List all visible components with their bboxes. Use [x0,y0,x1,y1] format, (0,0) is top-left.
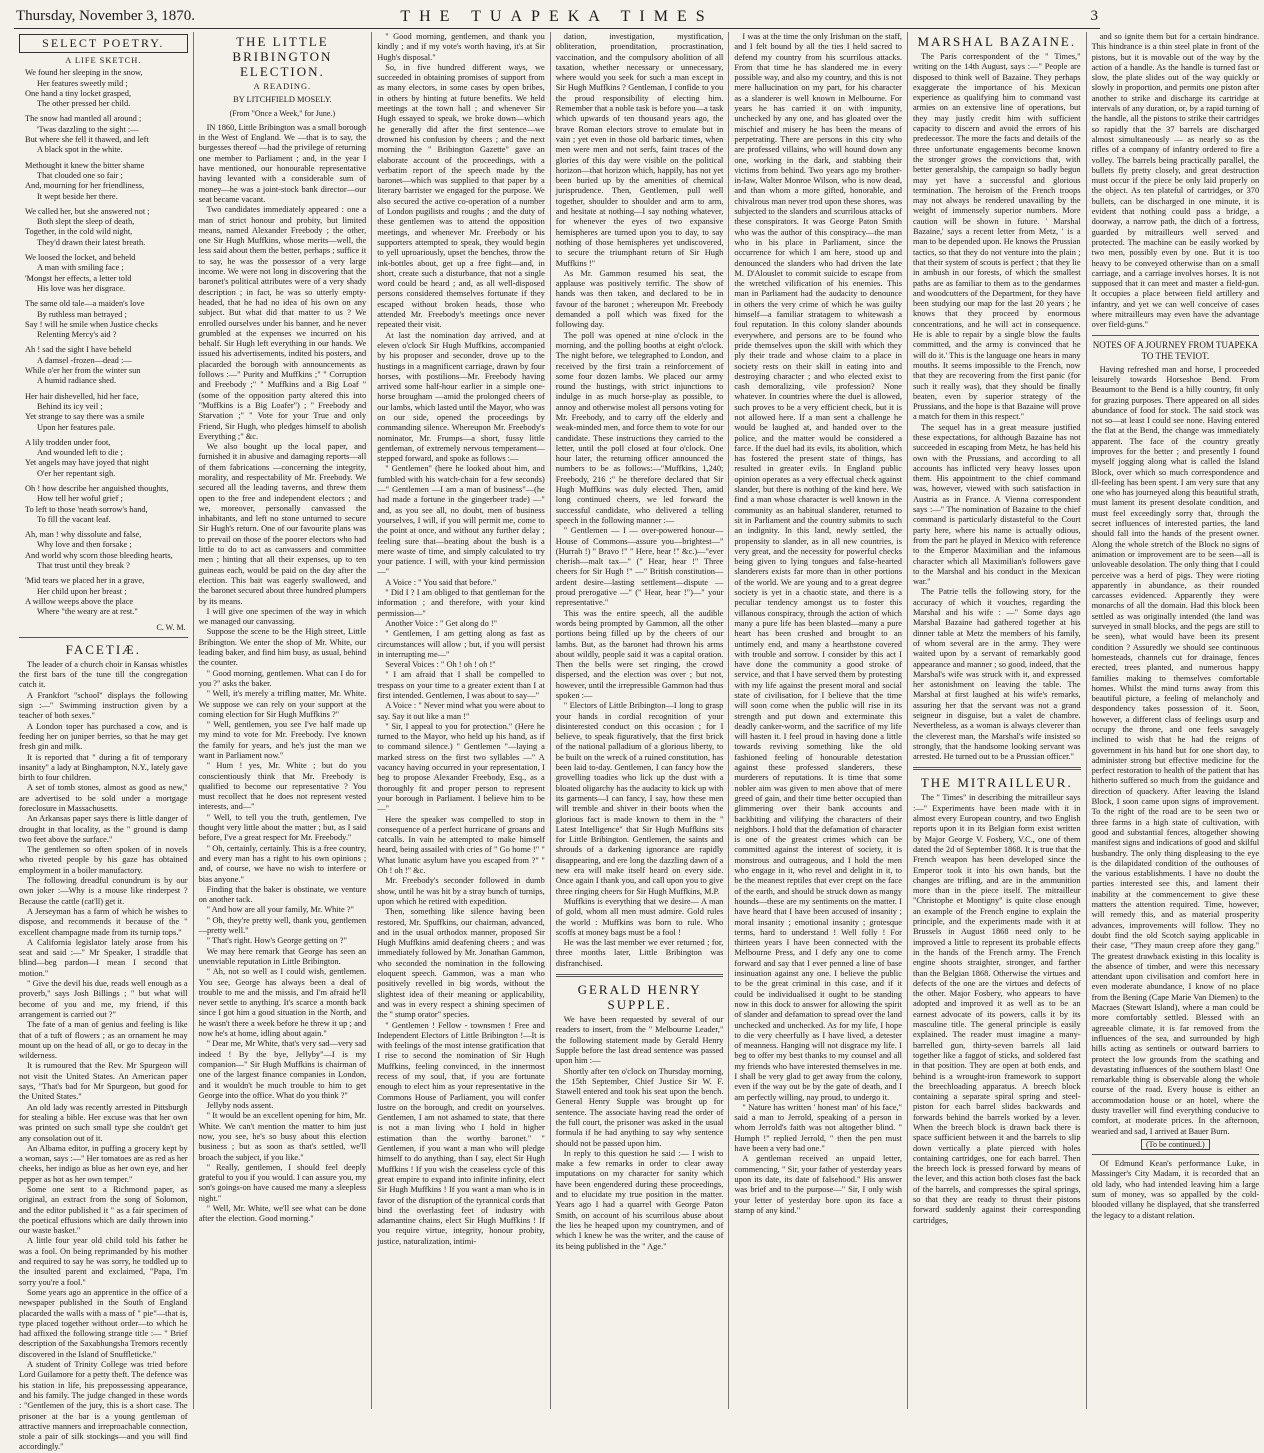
poem-line: While o'er her from the winter sun [25,366,141,376]
byline: BY LITCHFIELD MOSELY. [233,95,332,105]
column-2 [193,32,372,1409]
paragraph: A California legislator lately arose from his seat and said :—" Mr Speaker, I straddle that blind—beg pardon—I mean I second that motion." [19,937,188,978]
paragraph: " Dear me, Mr White, that's very sad—very sad indeed ! By the bye, Jellyby"—I is my companion—" Sir Hugh Muffkins is chairman of one of the largest finance companies in London, and it wouldn't be much trouble to him to get George into the office. What do you think ?" [198,1039,367,1100]
paragraph: It is rumoured that the Rev. Mr Spurgeon will not visit the United States. An American paper says, "That's bad for Mr Spurgeon, but good for the United States." [19,1061,188,1102]
paragraph: Then, something like silence having been restored, Mr. Spuffkins, our chairman, advanced, and in the usual orthodox manner, proposed Sir Hugh Muffkins amid deafening cheers ; and was immediately followed by Mr. Jonathan Gammon, who seconded the nomination in the following eloquent speech. Gammon, was a man who positively revelled in big words, without the slightest idea of their meaning or applicability, and was in every respect a shining specimen of the " stump orator" species. [377,907,545,1020]
paragraph: An Albama editor, in puffing a grocery kept by a woman, says :—" Her tomatoes are as red as her cheeks, her indigo as blue as her own eye, and her pepper as hot as her own temper." [19,1143,188,1184]
paragraph: The sequel has in a great measure justified these expectations, for although Bazaine has not succeeded in escaping from Metz, he has held his own with the Prussians, and according to all accounts has inflicted very heavy losses upon them. His appointment to the chief command was, however, viewed with such satisfaction in Austria as in France. A Vienna correspondent says :—" The nomination of Bazaine to the chief command is particularly distasteful to the Court party here, where his name is actually odious, from the part he played in Mexico with reference to the Emperor Maximilian and the infamous character which all Maximilian's followers gave to the Marshal and his conduct in the Mexican war." [912,422,1081,587]
paragraph: " Well, Mr. White, we'll see what can be done after the election. Good morning." [198,1204,367,1224]
paragraph: Another Voice : " Get along do !" [385,618,498,628]
poem-line: A man with smiling face ; [37,263,124,273]
paragraph: " Nature has written ' honest man' of his face," said a man to Jerrold, speaking of a person in whom Jerrold's faith was not altogether blind. " Humph !" replied Jerrold, " then the pen must have been a very bad one." [734,1102,902,1154]
poem-line: Methought it knew the bitter shame [25,160,145,170]
poem-stanza [19,299,188,340]
paragraph: He was the last member we ever returned ; for, three months later, Little Bribington was disfranchised. [555,938,724,968]
paragraph: " Ah, not so well as I could wish, gentlemen. You see, George has always been a deal of trouble to me and the missis, and I'm afraid he'll never settle to anything. It's scarce a month back since I got him a good situation in the North, and he wasn't there a week before he threw it up ; and now he's at home, idling about again." [198,967,367,1039]
newspaper-title: THE TUAPEKA TIMES [400,8,714,25]
bazaine-paragraphs [913,52,1081,762]
poem-line: Both slept the sleep of death, [37,217,135,227]
paragraph: " Gentlemen, I am getting along as fast as circumstances will allow ; but, if you will persist in interrupting me—" [377,629,545,659]
poem-line: Upon her features pale. [37,422,116,432]
poem-line: And world why scorn those bleeding hearts, [25,550,173,560]
poem-line: 'Mid tears we placed her in a grave, [25,576,145,586]
paragraph: As Mr. Gammon resumed his seat, the applause was positively terrific. The show of hands was then taken, and declared to be in favour of the baronet ; whereupon Mr. Freebody demanded a poll which was fixed for the following day. [555,268,724,330]
paragraph: Suppose the scene to be the High street, Little Bribington. We enter the shop of Mr. White, our leading baker, and find him busy, as usual, behind the counter. [198,627,367,668]
page-number: 3 [1090,8,1098,24]
paragraph: Several Voices : " Oh ! oh ! oh !" [385,660,496,670]
poem-line: A damsel -frozen—dead :— [37,355,132,365]
paragraph: In reply to this question he said :— I wish to make a few remarks in order to clear away imputations on my character for sanity which have been engendered during these proceedings, and to elucidate my true position in the matter. Years ago I had a quarrel with George Paton Smith, on account of his scurrilous abuse about the lies he heaped upon my countrymen, and of which I knew he was the writer, and the cause of its being published in the " Age." [555,1148,724,1251]
divider [1092,1154,1260,1155]
poem-line: His love was her disgrace. [37,283,126,293]
paragraph: Here the speaker was compelled to stop in consequence of a perfect hurricane of groans and catcalls. In vain he attempted to make himself heard, being assailed with cries of " Go home !" " What lunatic asylum have you escaped from ?" " Oh ! oh !" &c. [377,814,545,876]
poem-line: Together, in the cold wild night, [25,227,133,237]
poem-line: Relenting Mercy's aid ? [37,330,117,340]
paragraph: Some one sent to a Richmond paper, as original, an extract from the song of Solomon, and the editor published it " as a fair specimen of the poetical effusions which are daily thrown into our waste basket." [19,1184,188,1236]
source-note: (From "Once a Week," for June.) [229,108,336,118]
poem-title: A LIFE SKETCH. [65,56,142,65]
paragraph: " Did I ? I am obliged to that gentleman for the information ; and therefore, with your kind permission—" [377,588,545,618]
paragraph: " Electors of Little Bribington—I long to grasp your hands in cordial recognition of your disinterested conduct on this occasion ; for I believe, to speak figuratively, that the first brick of the national palladium of a glorious liberty, to be built on the wreck of a ruined constitution, has been laid to-day. Gentlemen, I can fancy how the grovelling toadies who lick up the dust with a bloated oligarchy has the audacity to kick up with its garments—I can fancy, I say, how these men will tremble and shiver in their boots when the glorious fact is made known to them in the " Latest Intelligence" that Sir Hugh Muffkins sits for Little Bribington. Gentlemen, the saints and shrouds of a darkening ignorance are rapidly disappearing, and ere long the dazzling dawn of a new era will make itself heard on every side. Once again I thank you, and call upon you to give three ringing cheers for Sir Hugh Muffkins, M.P. [555,701,724,896]
poem-line: Where "the weary are at rest." [37,607,138,617]
poem-line: Yet angels may have joyed that night [25,458,149,468]
poem-line: A lily trodden under foot, [25,437,111,447]
paragraph: " Well, to tell you the truth, gentlemen, I've thought very little about the matter ; but, as I said before, I've a great respect for Mr. Freebody." [198,812,367,843]
paragraph: " Well, gentlemen, you see I've half made up my mind to vote for Mr. Freebody. I've known the family for years, and he's just the man we want in Parliament now." [198,720,367,760]
section-title-journey: NOTES OF A JOURNEY FROM TUAPEKA TO THE TEVIOT. [1092,339,1258,361]
poem-stanza [19,345,188,386]
poem-signature: C. W. M. [156,622,186,632]
poem-stanza [19,207,188,248]
paragraph: So, in five hundred different ways, we succeeded in obtaining promises of support from as many electors, in some cases by open bribes, in others by hinting at future benefits. We held meetings at the town hall ; and whenever Sir Hugh essayed to speak, we broke down—which he generally did after the first sentence—we drowned his confusion by cheers ; and the next morning the " Bribington Gazette" gave an elaborate account of the proceedings, with a verbatim report of the speech made by the baronet—which was supplied to that paper by a literary barrister we engaged for the purpose. We also secured the active co-operation of a number of London pugilists and roughs ; and the duty of these gentlemen was to attend the opposition meetings, and whenever Mr. Freebody or his supporters attempted to speak, they would begin to yell uproariously, upset the benches, throw the ink-bottles about, get up a free fight—and, in short, create such a disturbance, that not a single word could be heard ; and, as all well-disposed persons considered themselves fortunate if they escaped without broken heads, those who attended Mr. Freebody's meetings once never repeated their visit. [377,62,545,330]
poem-line: 'Twas dazzling to the sight :— [37,124,139,134]
paragraph: The poll was opened at nine o'clock in the morning, and the polling booths at eight o'clock. The night before, we telegraphed to London, and received by the first train a reinforcement of some four dozen lambs. We placed our army round the hustings, with strict injunctions to indulge in as much horse-play as possible, to annoy and otherwise molest all persons voting for Mr. Freebody, and to carry off the elderly and weak-minded men, and force them to vote for our candidate. These instructions they carried to the letter, until the poll closed at four o'clock. One hour later, the returning officer announced the numbers to be as follows:—"Muffkins, 1,240; Freebody, 216 ;" he therefore declared that Sir Hugh Muffkins was duly elected. Then, amid long continued cheers, we led forward the successful candidate, who delivered a telling speech in the following manner :— [555,330,724,525]
poem-line: The snow had mantled all around ; [25,114,142,124]
paragraph: dation, investigation, mystification, obliteration, proenditation, procrastination, vaccination, and the compulsory abolition of all taxation, whether necessary or unnecessary, where would you seek for such a man except in Sir Hugh Muffkins ? Gentleman, I confide to you the proud responsibility of electing him. Remember that a noble task is before you—a task which upwards of ten thousand years ago, the brave Roman electors strove to emulate but in vain ; yet even in those old barbaric times, when men were men and not serfs, faint traces of the glories of this day were visible on the political horizon—that horizon which, happily, has not yet been buried up by the amenities of chemical jurisprudence. Then, Gentlemen, pull well together, shoulder to shoulder and arm to arm, and hesitate at nothing—I say nothing whatever, for whenever the eyes of two expansive hemispheres are turned upon you to day, to say nothing of those hemispheres yet undiscovered, to secure the triumphant return of Sir Hugh Muffkins !" [555,32,724,268]
poem-line: We loosed the locket, and beheld [25,253,136,263]
poem-line: A humid radiance shed. [37,376,117,386]
paragraph: The Paris correspondent of the " Times," writing on the 14th August, says :—" People are disposed to think well of Bazaine. They perhaps exaggerate the importance of his Mexican experience as qualifying him to command vast armies on an extensive line of operations, but they may justly credit him with sufficient capacity to discern and avoid the errors of his predecessor. The more the facts and details of the three unfortunate engagements become known the stronger grows the convictions that, with better generalship, the campaign so badly begun may yet have a successful and glorious termination. The heroism of the French troops may not always be rendered unavailing by the weight of immensely superior numbers. More caution will be shown in future. ' Marshal Bazaine,' says a recent letter from Metz, ' is a man to be depended upon. He knows the Prussian tactics, so that they do not venture into the plain ; that their system of scouts is perfect ; that they lie in ambush in our forests, of which the smallest paths are as familiar to them as to the gendarmes and woodcutters of the Department, for they have been studying our map for the last 20 years ; he knows that they proceed by enormous concentrations, and he will act in consequence. He is able to repair by a single blow the faults committed, and the army is convinced that he will do it.' This is the language one hears in many mouths. It seems impossible to the French, now that they are recovering from the first panic (for such it really was), that they should be finally beaten, even by superior strategy of the Prussians, and the hope is that Bazaine will prove a match for them in this respect." [912,52,1081,422]
poem-line: Yet strange to say there was a smile [25,412,145,422]
mitrailleur-paragraphs [913,793,1081,1225]
section-title-supple: GERALD HENRY SUPPLE. [577,982,702,1013]
columns [14,32,1260,1452]
poem-stanza [19,438,188,479]
paragraph: An old lady was recently arrested in Pittsburgh for stealing a bible. Her excuse was that her own was printed on such small type she couldn't get any consolation out of it. [19,1102,188,1143]
divider [1092,335,1260,336]
section-title-facetiae: FACETIÆ. [65,641,141,657]
paragraph: " Gentlemen — I — over-powered honour—House of Commons—assure you—brightest—" (Hurrah !) " Bravo !" " Here, hear !" &c.)—"ever cherish—malt tax—" (" Hear, hear !" Three cheers for Sir Hugh !" —" British constitution—ardent desire—lasting settlement—dispute — proud prerogative —" (" Hear, hear !")—" your representative." [555,526,724,608]
paragraph: " Oh, certainly, certainly. This is a free country, and every man has a right to his own opinions ; and, of course, we have no wish to interfere or bias anyone." [198,843,367,884]
poem-line: Ah, man ! why dissolute and false, [25,530,142,540]
section-title-mitrailleur: THE MITRAILLEUR. [920,775,1073,791]
paragraph: " Sir, I appeal to you for protection." (Here he turned to the Mayor, who held up his hand, as if to command silence.) " Gentlemen "—laying a marked stress on the first two syllables —" A vacancy having occurred in your representation, I beg to propose Alexander Freebody, Esq., as a thoroughly fit and proper person to represent your borough in Parliament. I believe him to be—" [377,721,545,814]
poem-line: O'er her repentant sigh. [37,468,116,478]
paragraph: " Good morning, gentlemen, and thank you kindly ; and if my vote's worth having, it's at Sir Hugh's disposal." [377,32,545,62]
poem-line: The other pressed her child. [37,99,131,109]
poem-stanza [19,392,188,433]
divider [913,767,1081,770]
poem-line: To fill the vacant leaf. [37,514,111,524]
paragraph: Finding that the baker is obstinate, we venture on another tack. [198,884,367,905]
poem-stanza [19,530,188,571]
paragraph: " Gentlemen" (here he looked about him, and fumbled with his watch-chain for a few seconds) —" Gentlemen —I am a man of business"—(he had made a fortune in the gingerbeer trade) —" and, as you see all, no doubt, men of business yourselves, I will, if you will permit me, come to the point at once, and without any further delay ; feeling sure that—beating about the bush is a mere waste of time, and simply calculated to try your patience. I will, with your kind permission—" [377,464,545,577]
journey-paragraphs [1092,365,1260,1137]
paragraph: IN 1860, Little Bribington was a small borough in the West of England. We —that is to say, the burgesses thereof —had the privilege of returning one member to Parliament ; and, in the year I have mentioned, our honourable representative having levanted with a considerable sum of money—he was a joint-stock bank director—our seat became vacant. [198,122,367,204]
paragraph: A set of tomb stones, almost as good as new," are advertised to be sold under a mortgage foreclosure in Massachusetts. [19,783,188,813]
paragraph: A Voice : " You said that before." [385,577,497,587]
poem-line: They'd drawn their latest breath. [37,237,146,247]
poem-stanza [19,161,188,202]
divider [19,637,188,638]
poem [19,68,188,617]
poem-stanza [19,68,188,109]
column-1 [14,32,193,1452]
supple-paragraphs [556,1015,724,1252]
poem-stanza [19,253,188,294]
mitrailleur-continued [1092,32,1260,331]
paragraph: and so ignite them but for a certain hindrance. This hindrance is a thin steel plate in front of the pistons, but it is movable out of the way by the action of a handle. As the handle is turned fast or slow, the plate slides out of the way quickly or slowly in proportion, and permits one piston after another to strike and discharge its cartridge at intervals of any duration, or, by a rapid turning of the handle, all the pistons to strike their cartridges so rapidly that the 37 barrels are discharged almost simultaneously — as nearly so as the rifles of a company of infantry ordered to fire a volley. The barrels being practically parallel, the bullets fly pretty closely, and great destruction must occur if the piece be only laid properly on the object. As ten plateful of cartridges, or 370 bullets, can be discharged in one minute, it is evident that nothing could pass a bridge, a doorway, a narrow path, the ditch of a fortress, guarded by mitrailleurs well served and protected. The machine can be easily worked by two men, possibly even by one. But it is too heavy to be conveyed otherwise than on a small carriage, and a carriage involves horses. It is not supposed that it can meet and master a field-gun. It occupies a place between field artillery and infantry, and yet we can well conceive of cases where mitrailleurs may even have the advantage over field-guns." [1091,32,1260,330]
paragraph: A little four year old child told his father he was a fool. On being reprimanded by his mother and required to say he was sorry, he toddled up to the insulted parent and exclaimed, "Papa, I'm sorry you're a fool." [19,1236,188,1287]
paragraph: The Patrie tells the following story, for the accuracy of which it vouches, regarding the Marshal and his wife : —" Some days ago Marshal Bazaine had gathered together at his dinner table at Metz the members of his family, of whom several are in the army. They were waited upon by a servant of remarkably good appearance and manner ; so good, indeed, that the Marshal's wife was struck with it, and expressed her astonishment on leaving the table. The Marshal at first laughed at his wife's remarks, assuring her that the servant was not a grand seigneur in disguise, but a valet de chambre. Nevertheless, as a woman is always cleverer than the cleverest man, the Marshal's wife insisted so strongly, that the handsome looking servant was arrested. He turned out to be a Prussian officer." [912,587,1081,762]
paragraph: We have been requested by several of our readers to insert, from the " Melbourne Leader," the following statement made by Gerald Henry Supple before the last dread sentence was passed upon him :— [555,1015,724,1066]
article-paragraphs [377,32,545,1247]
column-6 [907,32,1086,1409]
poem-line: One hand a tiny locket grasped, [25,88,132,98]
poem-line: It wept beside her there. [37,191,118,201]
paragraph: " And how are all your family, Mr. White ?" [206,905,354,915]
paragraph: The following dreadful conundrum is by our own joker :—Why is a mouse like rinderpest ? Because the cattle (cat'll) get it. [19,876,188,906]
poem-line: We found her sleeping in the snow, [25,68,143,78]
article-paragraphs [199,123,367,1225]
poem-line: That trust until they break ? [37,561,130,571]
poem-line: By ruthless man betrayed ; [37,309,127,319]
column-5 [728,32,907,1409]
poem-line: Say ! will he smile when Justice checks [25,319,158,329]
article-paragraphs [556,32,724,969]
poem-line: Her hair dishevelled, hid her face, [25,391,139,401]
poem-line: Ah ! sad the sight I have beheld [25,345,132,355]
paragraph: A student of Trinity College was tried before Lord Guilamore for a petty theft. The defence was his station in life, his prepossessing appearance, and his family. The judge changed in these words : "Gentlemen of the jury, this is a short case. The prisoner at the bar is a young gentleman of attractive manners and irreproachable connection, stole a pair of silk stockings—and you will find accordingly." [19,1360,188,1452]
paragraph: A Jerseyman has a farm of which he wishes to dispose, and recommends it because of the " excellent champagne made from its turnip tops." [19,906,188,937]
paragraph: " It would be an excellent opening for him, Mr. White. We can't mention the matter to him just now, you see, he's so busy about this election business ; but as soon as that's settled, we'll broach the subject, if you like." [198,1111,367,1162]
paragraph: At last the nomination day arrived, and at eleven o'clock Sir Hugh Muffkins, accompanied by his proposer and seconder, drove up to the hustings in a magnificent carriage, drawn by four horses, with postilions—Mr. Freebody having arrived some half-hour earlier in a simple one-horse brougham —amid the prolonged cheers of our lambs, which lasted until the Mayor, who was on our side, opened the proceedings by commanding silence. Whereupon Mr. Freebody's nominator, Mr. Frumps—a short, fussy little gentleman, of extremely nervous temperament—stepped forward, and spoke as follows :— [377,330,545,464]
section-title-bazaine: MARSHAL BAZAINE. [917,34,1077,49]
paragraph: We may here remark that George has seen an unenviable reputation in Little Bribington. [198,946,367,966]
paragraph: Muffkins is everything that we desire— A man of gold, whom all men must admire. Gold rules the world : Muffkins was born to rule. Who scoffs at money bags must be a fool ! [555,896,724,937]
kean-anecdote: Of Edmund Kean's performance Luke, in Massinger's City Madam, it is recorded that an old lady, who had intended leaving him a large sum of money, was so appalled by the cold-blooded villany he displayed, that she transferred the legacy to a distant relation. [1091,1159,1260,1220]
masthead [14,6,1100,29]
paragraph: Having refreshed man and horse, I proceeded leisurely towards Horseshoe Bend. From Beaumont to the Bend is a hilly country, fit only for grazing purposes. There appeared on all sides abundance of food for stock. The said stock was not so—at least I could see none. Having entered the flat at the Bend, the change was immediately apparent. The face of the country greatly improves for the better ; and presently I found myself jogging along what is called the Island Block, over which so much correspondence and ill-feeling has been spent. I am very sure that any one who has journeyed along this beautiful strath, must lament its present desolate condition, and must feel exceedingly sorry that, through the secret influences of interested parties, the land should fall into the hands of the present owner. Along the whole stretch of the Block no signs of animation or improvement are to be seen—all is unloveable desolation. The only thing that I could perceive was a herd of pigs. They were rioting apparently in abundance, as their rounded carcasses evidenced. Apparently they were monarchs of all the domain. Had this block been settled as was originally intended (the land was surveyed in small blocks, and the pegs are still to be seen), what would have been its present condition ? Assuredly we should see continuous homesteads, channels cut for drainage, fences erected, trees planted, and numerous happy families making to themselves comfortable homes. Whilst the mind turns away from this beautiful picture, a feeling of melancholy and despondency takes possession of it. Soon, however, a different class of feelings usurp and occupy the throne, and one feels savagely inclined to wish that he had the reigns of government in his hand but for one short day, to administer strong but effective medicine for the perfect restoration to health of the patient that has hitherto suffered so much from the guidance and direction of quackery. After leaving the Island Block, I soon came upon signs of improvement. To the right of the road are to be seen two or three farms in a high state of cultivation, with good and substantial fences, altogether showing manifest signs and indications of good and skilful husbandry. The only thing displeasing to the eye is the dilapidated condition of the outhouses of the various establishments. I have no doubt the parties interested see this, and lament their inability at the commencement to give these matters the attention required. Time, however, will remedy this, and as material prosperity advances, improvements will follow. They no doubt find the old Scotch saying applicable in their case, "They maun creep afore they gang." The greatest drawback existing in this locality is the absence of timber, and were this necessary attendant upon civilisation and comfort here in even moderate abundance, I know of no place from the Bening (Cape Marie Van Diemen) to the Macraes (Stewart Island), where a man could be more comfortably settled. Blessed with an agreeable climate, it is far removed from the influences of the sea, and surrounded by high hills acting as sentinels or outward barriers to protect the low grounds from the scathing and devastating influences of the southern blast! One remarkable thing is observable along the whole course of the road. Every house is either an accommodation house or an hotel, where the dusty traveller will find everything conducive to comfort, at moderate prices. In the afternoon, wearied and sad, I arrived at Bauer Burn. [1091,364,1260,1136]
poem-line: That clouded one so fair ; [37,170,123,180]
section-title-bribington: THE LITTLE BRIBINGTON ELECTION. [232,34,333,79]
poem-stanza [19,576,188,617]
column-4 [550,32,729,1409]
paragraph: This was the entire speech, all the audible words being prompted by Gammon, all the other portions being filled up by the cheers of our lambs. But, as the baronet had thrown his arms about wildly, people said it was a capital oration. Then the bells were set ringing, the crowd dispersed, and the election was over ; but not, however, until the irrepressible Gammon had thus spoken :— [555,608,724,700]
poem-line: And, mourning for her friendliness, [25,181,145,191]
article-subtitle: A READING. [253,82,312,91]
divider [556,974,724,977]
poem-line: We called her, but she answered not ; [25,206,150,216]
paragraph: " Really, gentlemen, I should feel deeply grateful to you if you would. I can assure you, my son's goings-on have caused me many a sleepless night." [198,1162,367,1203]
paragraph: " I am afraid that I shall be compelled to trespass on your time to a greater extent than I at first intended. Gentlemen, I was about to say—" [377,670,545,700]
poem-line: The same old tale—a maiden's love [25,299,145,309]
poem-stanza [19,484,188,525]
paragraph: The " Times" in describing the mitrailleur says :—" Experiments have been made with it in almost every European country, and two English reports upon it in its Belgian form exist written by Major George V. Fosbery, V.C., one of them dated the 2d of September 1868. It is true that the French weapon has been developed since the Emperor took it into his own hands, but the changes are trifling, and are in the ammunition more than in the piece itself. The mitrailleur "Christophe et Montigny" is quite close enough an example of the French engine to explain the principle, and the experiments made with it at Brussels in August 1868 need only to be improved a little to represent its probable effects in the hands of the French army. The French engine shoots straighter, stronger, and farther than the Belgian 1868. Otherwise the virtues and defects of the one are the virtues and defects of the other. Major Fosbery, who appears to have adopted and improved it as well as to be an earnest advocate of its powers, calls it by its masculine title. The general principle is easily explained. The reader must imagine a many-barrelled gun, thirty-seven barrels all laid together like a faggot of sticks, and soldered fast in that position. They are open at both ends, and behind is a wrought-iron framework to support the breechloading apparatus. A breech block containing a separate spiral spring and steel-piston for each barrel slides backwards and forwards behind the barrels worked by a lever. When the breech block is drawn back there is space sufficient between it and the barrels to slip down vertically a plate pierced with holes containing cartridges, one for each barrel. Then the breech lock is pressed forward by means of the lever, and this action both closes fast the back of the barrels, and compresses the spiral springs, so that they are ready to thrust their pistons forward suddenly against their corresponding cartridges, [912,793,1081,1225]
poem-line: Why love and then forsake ; [37,540,132,550]
paragraph: " Good morning, gentlemen. What can I do for you ?" asks the baker. [198,668,367,688]
paragraph: Two candidates immediately appeared : one a man of strict honour and probity, but limited means, named Alexander Freebody ; the other, one Sir Hugh Muffkins, whose merits—well, the less said about them the better, perhaps ; suffice it to say, he was the possessor of a very large income. We were not long in discovering that the baronet's political attributes were of a very shady description ; in fact, he was so utterly empty-headed, that he had no idea of his own on any subject. But what did that matter to us ? We enrolled ourselves under his banner, and he never grumbled at the expenses we incurred on his behalf. Sir Hugh left everything in our hands. We issued his advertisements, indited his posters, and placarded the borough with announcements as follows :—" Purity and Muffkins ;" " Corruption and Freebody ;" " Muffkins and a Big Loaf " (some of the opposition party altered this into "Muffkins is a Big Loafer") ; " Freebody and Starvation ;" " Vote for your True and only Friend, Sir Hugh, who pledges himself to abolish Everything ;" &c. [198,205,367,441]
paragraph: An Arkansas paper says there is little danger of drought in that locality, as the " ground is damp two feet above the surface." [19,814,188,844]
poem-line: But where she fell it thawed, and left [25,135,149,145]
column-7 [1086,32,1264,1409]
paragraph: The fate of a man of genius and feeling is like that of a tuft of flowers ; as an ornament he may mount up on the head of all, or go to decay in the wilderness. [19,1020,188,1061]
poem-line: 'Mongst her effects, a letter told [25,273,132,283]
paragraph: A gentleman received an unpaid letter, commencing, " Sir, your father of yesterday years upon its date, its date of falsehood." His answer was brief and to the purpose—" Sir, I only wish your letter of yesterday bore upon its face a stamp of any kind." [734,1154,902,1215]
poem-line: Behind its icy veil ; [37,401,103,411]
article-paragraphs [734,32,902,1216]
facetiae-paragraphs [19,660,188,1453]
paragraph: A Frankfort "school" displays the following sign :—" Swimming instruction given by a teacher of both sexes." [19,690,188,721]
paragraph: The leader of a church choir in Kansas whistles the first bars of the tune till the congregation catch it. [19,659,188,690]
paragraph: " That's right. How's George getting on ?" [206,936,347,946]
paragraph: " Give the devil his due, reads well enough as a proverb," says Josh Billings ; " but what will become of you and me, my friend, if this arrangement is carried out ?" [19,979,188,1019]
paragraph: I will give one specimen of the way in which we managed our canvassing. [198,606,367,627]
paragraph: The gentlemen so often spoken of in novels who riveted people by his gaze has obtained employment in a boiler manufactory. [19,845,188,875]
paragraph: " Oh, they're pretty well, thank you, gentlemen—pretty well." [198,915,367,936]
to-be-continued-label: (To be continued.) [1141,1139,1210,1150]
paragraph: Jellyby nods assent. [206,1101,274,1111]
paragraph: We also bought up the local paper, and furnished it in abusive and damaging reports—all of them fabrications —concerning the integrity, morality, and respectability of Mr. Freebody. We secured all the leading taverns, and threw them open to the free and independent electors ; and we, moreover, personally canvassed the inhabitants, and left no stone unturned to secure Sir Hugh's return. One of our favourite plans was to prevail on those of the poorer electors who had little to do to act as canvassers and committee men ; hinting that all their expenses, up to ten guineas each, would be paid on the day after the election. This bait was eagerly swallowed, and the baronet secured about three hundred plumpers by its means. [198,442,367,606]
poem-line: A willow weeps above the place [25,596,134,606]
paragraph: A Voice : " Never mind what you were about to say. Say it out like a man !" [377,701,545,721]
poem-stanza [19,114,188,155]
poem-line: Oh ! how describe her anguished thoughts, [25,483,169,493]
section-title-select-poetry: SELECT POETRY. [19,34,188,53]
paragraph: " Well, it's merely a trifling matter, Mr. White. We suppose we can rely on your support at the coming election for Sir Hugh Muffkins ?" [198,689,367,719]
paragraph: " Hum ! yes, Mr. White ; but do you conscientiously think that Mr. Freebody is qualified to become our representative ? You must recollect that he does not represent vested interests, and—" [198,761,367,812]
paragraph: Mr. Freebody's seconder followed in dumb show, until he was hit by a stray bunch of turnips, upon which he retired with expedition. [377,876,545,906]
paragraph: A London toper has purchased a cow, and is feeding her on juniper berries, so that he may get fresh gin and milk. [19,721,188,752]
poem-line: To left to those 'neath sorrow's hand, [25,504,148,514]
poem-line: How tell her woful grief ; [37,494,123,504]
column-3 [371,32,550,1409]
paragraph: It is reported that " during a fit of temporary insanity" a lady at Binghampton, N.Y., lately gave birth to four children. [19,752,188,783]
paragraph: I was at the time the only Irishman on the staff, and I felt bound by all the ties I held sacred to defend my country from his scurrilous attacks. From that time he has slandered me in every possible way, and also my country, and this is not mere hallucination on my part, for his character as a slanderer is well known in Melbourne. For years he has carried it on with impunity, unchecked by any one, and has gloated over the mischief and misery he has been the means of perpetrating. There are persons in this city who are professed villains, who will hound down any one, working in the dark, and stabbing their victims from behind. Two years ago my brother-in-law, Walter Monroe Wilson, who is now dead, and than whom a more gifted, honorable, and chivalrous man never trod upon these shores, was subjected to the slanders and scurrilous attacks of these conspirators. It was George Paton Smith who was the author of this conspiracy—the man who in his place in Parliament, since the occurrence for which I am here, stood up and denounced the slanders who had driven the late M. D'Alouslet to commit suicide to escape from the wretched vilification of his enemies. This man in Parliament had the audacity to denounce in others the very crime of which he was guilty himself—a familiar stratagem to whitewash a foul reputation. In this colony slander abounds everywhere, and persons are to be found who pride themselves upon the skill with which they ply their trade and whose claim to a place in society rests on their skill in eating into and destroying character ; and who elected exist to cash demoralizing, vile profession? None whatever. In countries where the duel is allowed, such proves to be a very efficient check, but it is not allowed here. If a man sent a challenge he would be laughed at, and handed over to the police, and the matter would be considered a farce. If the duel had its evils, its abolition, which has fostered the present state of things, has resulted in greater evils. In England public opinion operates as a very effectual check against slander, but there is nothing of the kind here. We find a man whose character is well known in the community as an habitual slanderer, returned to sit in Parliament and the country submits to such an indignity. In this land, newly settled, the propensity to slander, as in all new countries, is very great, and the necessity for powerful checks being given to lying tongues and false-hearted slanderers exists far more than in other portions of the world. We are young and to a great degree society is yet in a chaotic state, and there is a peculiar tendency amongst us to foster this villanous conspiracy, through the action of which many a pure life has been blasted—many a pure heart has been crushed and brought to an untimely end, and many a hearthstone covered with trouble and sorrow. I consider by this act I have done the community a good stroke of service, and that I have served them by protesting with my life against the present moral and social state of civilisation, for I believe that the time will soon come when the public will rise in its strength and put down and exterminate this deadly canker-worm, and the sacrifice of my life will hasten it. I feel proud in having done a little towards reviving something like the old fashioned feeling of honourable detestation against these professed slanderers, these murderers of reputations. It is time that some nobler aim was given to men above that of mere greed of gain, and their time better occupied than glimmering over their bank accounts and backbiting and vilifying the characters of their neighbors. I hold that the defamation of character is one of the greatest crimes which can be committed against the interest of society, it is monstrous and outrageous, and I hold the men who engage in it, who revel and delight in it, to be the meanest reptiles that ever crept on the face of the earth, and should be struck down as mangy hounds—these are my sentiments on the matter. I have heard that I have been accused of insanity ; moral insanity ; emotional insanity ; grotesque terms, hard to understand ! Well folly ! For thirteen years I have been connected with the Melbourne Press, and I defy any one to come forward and say that I ever penned a line of base insinuation against any one. I believe the public to be the great criminal in this case, and if it could be individualised it ought to be standing now in this dock to answer for allowing the spirit of slander and defamation to spread over the land unchecked and unchecked. As for my life, I hope to die very cheerfully as I have lived, a detester of meanness. Hanging will not disgrace my life. I beg to offer my best thanks to my counsel and all my friends who have interested themselves in me. I shall be very glad to get away from the colony, even if the way out be by the gate of death, and I am perfectly willing, nay proud, to undergo it. [734,32,902,1102]
issue-date: Thursday, November 3, 1870. [16,8,195,24]
paragraph: Shortly after ten o'clock on Thursday morning, the 15th September, Chief Justice Sir W. F. Stawell entered and took his seat upon the bench. General Henry Supple was brought up for sentence. The associate having read the order of the full court, the prisoner was asked in the usual formula if he had anything to say why sentence should not be passed upon him. [555,1066,724,1148]
poem-line: A black spot in the white. [37,145,123,155]
paragraph: " Gentlemen ! Fellow - townsmen ! Free and Independent Electors of Little Bribington !—It is with feelings of the most intense gratification that I rise to second the nomination of Sir Hugh Muffkins, feeling convinced, in the innermost recess of my soul, that, if you are fortunate enough to elect him as your representative in the Commons House of Parliament, you will confer lustre on the borough, and credit on yourselves. Gentlemen, I am not ashamed to state, that there is not a man living who I hold in higher estimation than the worthy baronet." " Gentlemen, if you want a man who will pledge himself to do anything, than I say, elect Sir Hugh Muffkins ! If you wish the ceaseless cycle of this great empire to expand into infinite infinity, elect Sir Hugh Muffkins ! If you want a man who is in favor of the disruption of the tyrannical cords that bind the overlasting feet of industry with adamantine chains, elect Sir Hugh Muffkins ! If you require virtue, integrity, honour probity, justice, naturalization, intimi- [377,1020,545,1246]
poem-line: Her features sweetly mild ; [37,78,128,88]
to-be-continued [1092,1140,1260,1150]
paragraph: Some years ago an apprentice in the office of a newspaper published in the South of England placarded the walls with a mass of " pie"—that is, type placed together without order—to which he had affixed the following strange title :— " Brief description of the Saxabhungsha Tremors recently discovered in the Island of Snuffleticke." [19,1287,188,1359]
poem-line: And wounded left to die ; [37,448,123,458]
poem-line: Her child upon her breast ; [37,586,127,596]
